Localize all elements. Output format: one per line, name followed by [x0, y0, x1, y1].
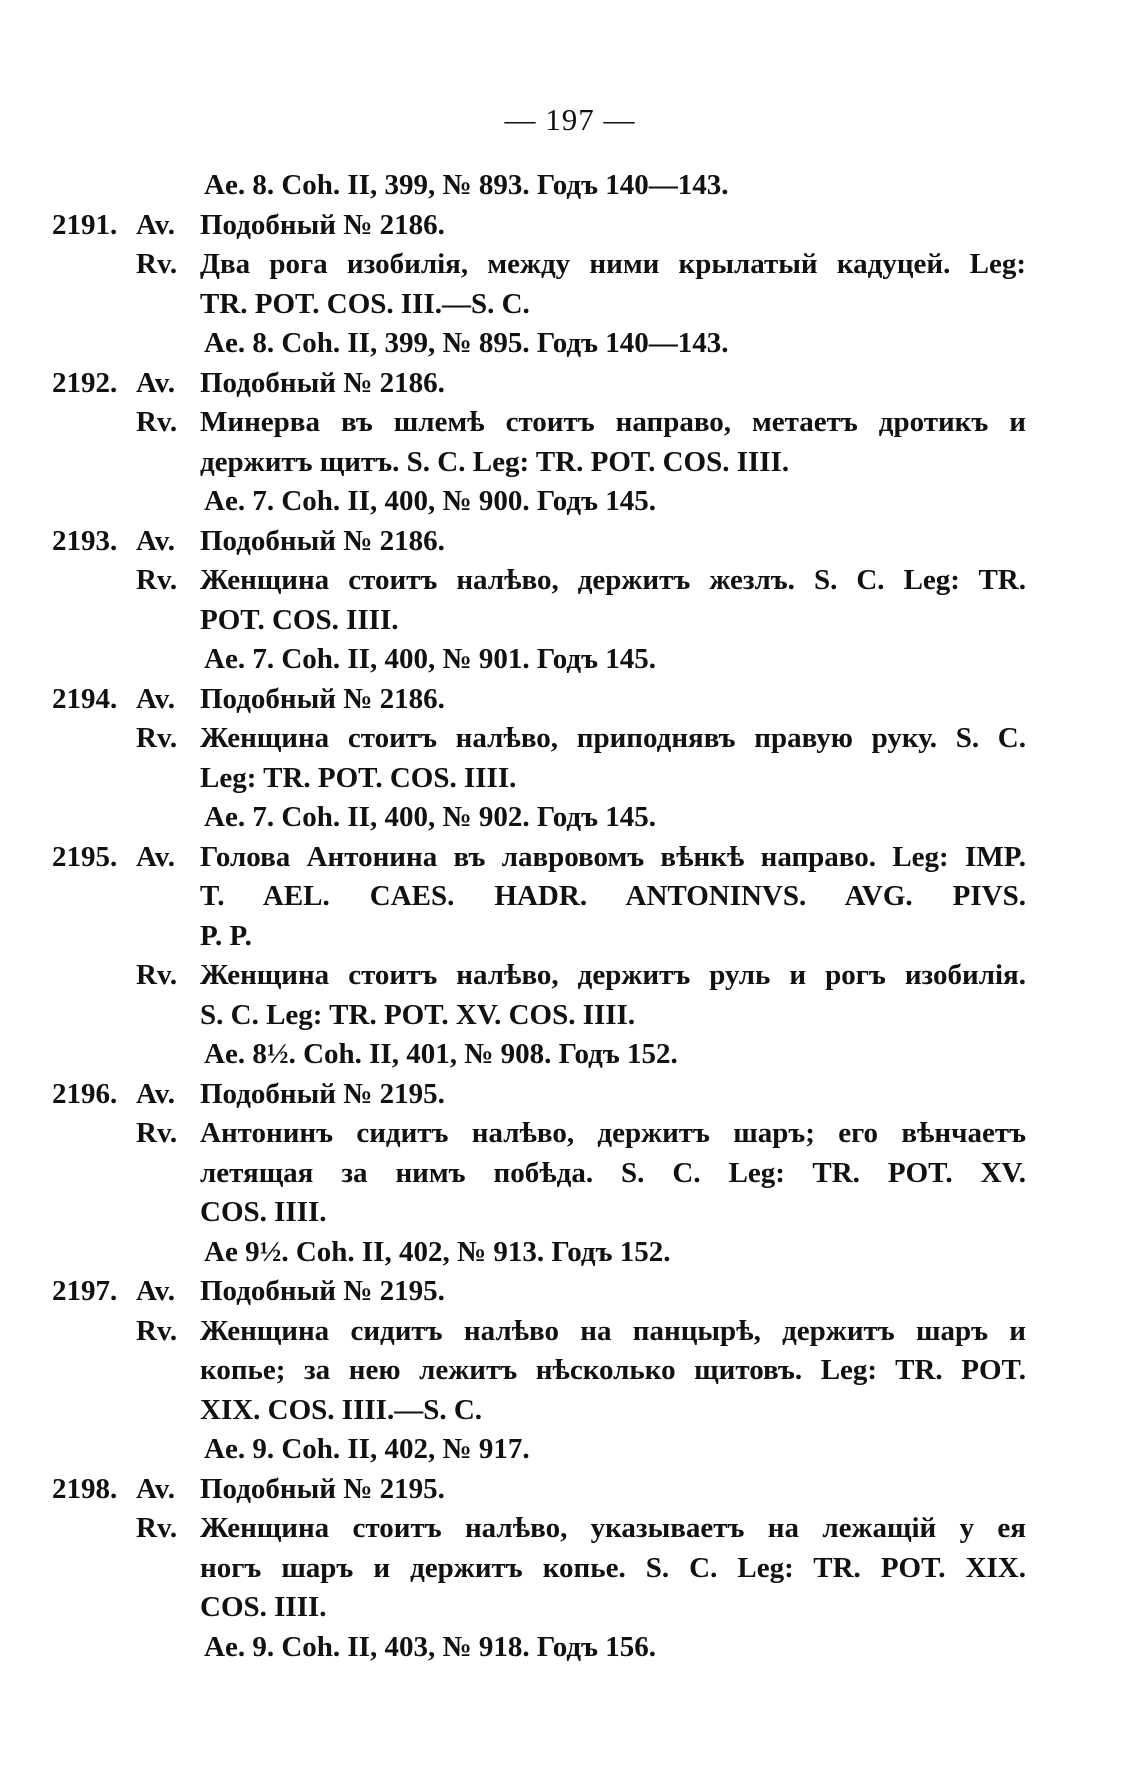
catalogue-entry-line — [52, 522, 1052, 562]
reference-line — [52, 166, 1052, 206]
obverse-label: Av. — [136, 1472, 175, 1505]
reference-line — [52, 640, 1052, 680]
reference-line — [52, 1035, 1052, 1075]
reference-line — [52, 1233, 1052, 1273]
reverse-line — [52, 1114, 1052, 1154]
reverse-line — [52, 403, 1052, 443]
continuation-line — [52, 917, 1052, 957]
reference-line — [52, 1430, 1052, 1470]
reverse-line — [52, 245, 1052, 285]
continuation-line — [52, 1588, 1052, 1628]
obverse-description: Подобный № 2195. — [200, 1275, 445, 1307]
coin-reference: Ae. 9. Coh. II, 402, № 917. — [204, 1433, 530, 1465]
continuation-line — [52, 996, 1052, 1036]
reference-line — [52, 324, 1052, 364]
continuation-line — [52, 1351, 1052, 1391]
reference-line — [52, 798, 1052, 838]
description-continuation: XIX. COS. IIII.—S. C. — [200, 1393, 483, 1426]
reverse-description: Женщина стоитъ налѣво, держитъ руль и рогъ изобилія. — [200, 959, 1026, 991]
reverse-line — [52, 561, 1052, 601]
coin-reference: Ae. 7. Coh. II, 400, № 902. Годъ 145. — [204, 801, 656, 833]
catalogue-entry-line — [52, 206, 1052, 246]
catalogue-entry-line — [52, 680, 1052, 720]
description-continuation: T. AEL. CAES. HADR. ANTONINVS. AVG. PIVS. — [200, 880, 1026, 912]
obverse-label: Av. — [136, 1077, 175, 1110]
obverse-description: Подобный № 2186. — [200, 366, 445, 399]
obverse-label: Av. — [136, 208, 175, 241]
reverse-line — [52, 1312, 1052, 1352]
continuation-line — [52, 443, 1052, 483]
continuation-line — [52, 1391, 1052, 1431]
entry-number: 2192. — [52, 366, 118, 399]
entry-number: 2197. — [52, 1275, 118, 1307]
description-continuation: POT. COS. IIII. — [200, 603, 399, 636]
coin-reference: Ae. 8. Coh. II, 399, № 895. Годъ 140—143. — [204, 327, 729, 359]
reverse-label: Rv. — [136, 1117, 178, 1149]
reverse-description: Женщина стоитъ налѣво, держитъ жезлъ. S. C. Leg: TR. — [200, 564, 1026, 596]
obverse-label: Av. — [136, 366, 175, 399]
catalogue-entry-line — [52, 1075, 1052, 1115]
obverse-description: Голова Антонина въ лавровомъ вѣнкѣ направо. Leg: IMP. — [200, 840, 1026, 873]
description-continuation: S. C. Leg: TR. POT. XV. COS. IIII. — [200, 998, 636, 1031]
obverse-description: Подобный № 2195. — [200, 1472, 445, 1505]
description-continuation: COS. IIII. — [200, 1591, 327, 1623]
reverse-label: Rv. — [136, 722, 178, 754]
reference-line — [52, 482, 1052, 522]
catalogue-entry-line — [52, 364, 1052, 404]
obverse-description: Подобный № 2186. — [200, 524, 445, 557]
coin-reference: Ae. 8½. Coh. II, 401, № 908. Годъ 152. — [204, 1038, 678, 1070]
continuation-line — [52, 877, 1052, 917]
obverse-description: Подобный № 2195. — [200, 1077, 445, 1110]
description-continuation: держитъ щитъ. S. C. Leg: TR. POT. COS. IIII. — [200, 445, 790, 478]
reverse-line — [52, 1509, 1052, 1549]
reverse-label: Rv. — [136, 248, 178, 280]
entry-number: 2195. — [52, 840, 118, 873]
reverse-label: Rv. — [136, 564, 178, 596]
reverse-description: Женщина сидитъ налѣво на панцырѣ, держитъ шаръ и — [200, 1314, 1026, 1347]
catalogue-entry-line — [52, 838, 1052, 878]
coin-reference: Ae. 9. Coh. II, 403, № 918. Годъ 156. — [204, 1630, 656, 1663]
obverse-description: Подобный № 2186. — [200, 208, 445, 241]
continuation-line — [52, 1193, 1052, 1233]
entry-number: 2191. — [52, 208, 118, 241]
obverse-label: Av. — [136, 840, 175, 873]
entry-number: 2194. — [52, 682, 118, 715]
reverse-description: Женщина стоитъ налѣво, указываетъ на лежащій у ея — [200, 1512, 1026, 1544]
catalogue-entry-line — [52, 1470, 1052, 1510]
entry-number: 2196. — [52, 1077, 118, 1110]
coin-reference: Ae. 8. Coh. II, 399, № 893. Годъ 140—143. — [204, 169, 729, 201]
description-continuation: P. P. — [200, 919, 252, 952]
entry-number: 2198. — [52, 1472, 118, 1505]
continuation-line — [52, 285, 1052, 325]
continuation-line — [52, 1549, 1052, 1589]
obverse-label: Av. — [136, 1275, 175, 1307]
description-continuation: COS. IIII. — [200, 1196, 327, 1228]
reverse-description: Минерва въ шлемѣ стоитъ направо, метаетъ дротикъ и — [200, 406, 1026, 438]
continuation-line — [52, 759, 1052, 799]
continuation-line — [52, 601, 1052, 641]
description-continuation: летящая за нимъ побѣда. S. C. Leg: TR. POT. XV. — [200, 1156, 1026, 1189]
reverse-line — [52, 719, 1052, 759]
reverse-label: Rv. — [136, 406, 178, 438]
coin-reference: Ae. 7. Coh. II, 400, № 901. Годъ 145. — [204, 643, 656, 675]
catalogue-entry-line — [52, 1272, 1052, 1312]
reverse-label: Rv. — [136, 1314, 178, 1347]
reverse-label: Rv. — [136, 1512, 178, 1544]
description-continuation: ногъ шаръ и держитъ копье. S. C. Leg: TR. POT. XIX. — [200, 1551, 1026, 1584]
coin-reference: Ae 9½. Coh. II, 402, № 913. Годъ 152. — [204, 1235, 671, 1268]
obverse-label: Av. — [136, 682, 175, 715]
reverse-line — [52, 956, 1052, 996]
reverse-description: Антонинъ сидитъ налѣво, держитъ шаръ; его вѣнчаетъ — [200, 1117, 1026, 1149]
description-continuation: Leg: TR. POT. COS. IIII. — [200, 761, 517, 794]
description-continuation: копье; за нею лежитъ нѣсколько щитовъ. Leg: TR. POT. — [200, 1354, 1026, 1386]
entry-number: 2193. — [52, 524, 118, 557]
obverse-description: Подобный № 2186. — [200, 682, 445, 715]
description-continuation: TR. POT. COS. III.—S. C. — [200, 287, 530, 320]
reverse-label: Rv. — [136, 959, 178, 991]
coin-reference: Ae. 7. Coh. II, 400, № 900. Годъ 145. — [204, 485, 656, 517]
catalogue-entries — [52, 166, 1052, 1667]
continuation-line — [52, 1154, 1052, 1194]
reverse-description: Два рога изобилія, между ними крылатый кадуцей. Leg: — [200, 248, 1026, 280]
obverse-label: Av. — [136, 524, 175, 557]
page-number: — 197 — — [504, 102, 636, 137]
reference-line — [52, 1628, 1052, 1668]
reverse-description: Женщина стоитъ налѣво, приподнявъ правую руку. S. C. — [200, 722, 1026, 754]
